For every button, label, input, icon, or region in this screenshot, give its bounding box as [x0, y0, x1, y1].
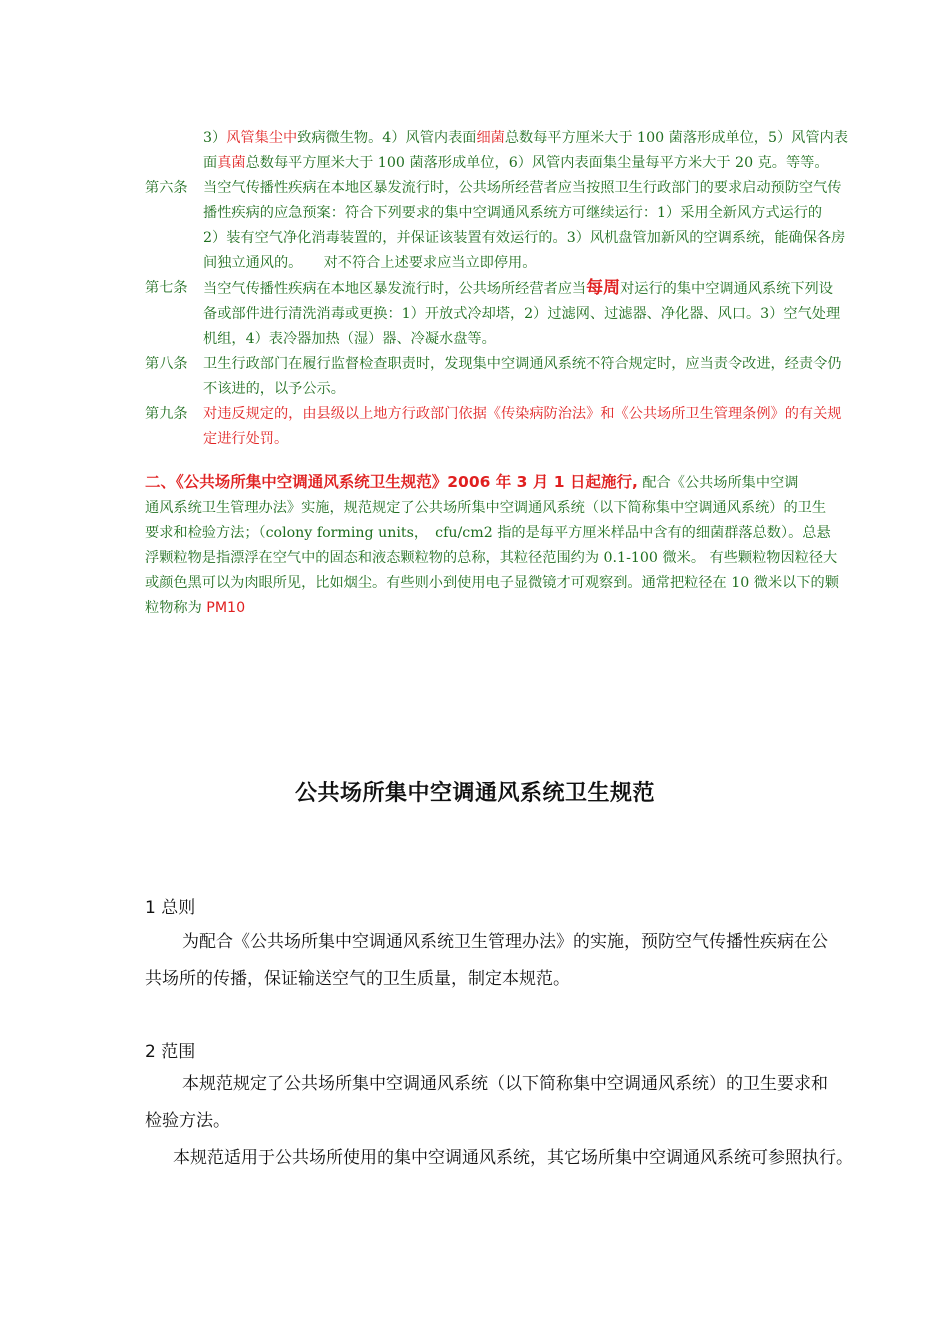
section-2-line: [145, 470, 925, 496]
article-line: 备或部件进行清洗消毒或更换：1）开放式冷却塔，2）过滤网、过滤器、净化器、风口。3）空气处理: [203, 306, 841, 322]
text-run: 致病微生物。4）风管内表面: [297, 130, 477, 146]
article-line: 定进行处罚。: [203, 431, 289, 447]
general-paragraph: [145, 924, 935, 998]
text-run: 3）: [203, 130, 227, 146]
article-body: [203, 276, 925, 352]
section-2-line: [145, 596, 925, 621]
text-run: 总数每平方厘米大于 100 菌落形成单位，5）风管内表: [504, 130, 848, 146]
article-line: 当空气传播性疾病在本地区暴发流行时，公共场所经营者应当按照卫生行政部门的要求启动预防空气传: [203, 180, 842, 196]
item5-line2: [203, 151, 925, 176]
document-title: 公共场所集中空调通风系统卫生规范: [294, 781, 655, 806]
highlight-text: 细菌: [476, 130, 505, 146]
paragraph-line: 为配合《公共场所集中空调通风系统卫生管理办法》的实施，预防空气传播性疾病在公: [182, 932, 828, 952]
article-line: 2）装有空气净化消毒装置的，并保证该装置有效运行的。3）风机盘管加新风的空调系统，能确保各房: [203, 230, 846, 246]
highlight-text: PM10: [206, 600, 246, 616]
article-line: 不该进的，以予公示。: [203, 381, 345, 397]
item5-line1: [203, 126, 925, 151]
article-number: 第六条: [145, 180, 188, 196]
text-run: 配合《公共场所集中空调: [642, 475, 799, 491]
paragraph-line: 本规范适用于公共场所使用的集中空调通风系统，其它场所集中空调通风系统可参照执行。: [173, 1148, 853, 1168]
section-2-line: 通风系统卫生管理办法》实施，规范规定了公共场所集中空调通风系统（以下简称集中空调通风系统）的卫生: [145, 500, 827, 516]
article-6: [145, 176, 925, 276]
section-2-heading: 二、《公共场所集中空调通风系统卫生规范》2006 年 3 月 1 日起施行,: [145, 473, 638, 491]
article-line: 间独立通风的。 对不符合上述要求应当立即停用。: [203, 255, 537, 271]
section-2-line: 或颜色黑可以为肉眼所见，比如烟尘。有些则小到使用电子显微镜才可观察到。通常把粒径在 10 微米以下的颗: [145, 575, 839, 591]
section-2-line: 要求和检验方法；（colony forming units， cfu/cm2 指的是每平方厘米样品中含有的细菌群落总数）。总悬: [145, 525, 831, 541]
article-9: [145, 402, 925, 452]
text-run: 当空气传播性疾病在本地区暴发流行时，公共场所经营者应当: [203, 281, 587, 297]
highlight-text: 每周: [586, 278, 621, 298]
paragraph-line: 检验方法。: [145, 1111, 230, 1131]
article-number: 第七条: [145, 280, 188, 296]
text-run: 总数每平方厘米大于 100 菌落形成单位，6）风管内表面集尘量每平方米大于 20 克。等等。: [245, 155, 829, 171]
article-7: [145, 276, 925, 352]
highlight-text: 真菌: [217, 155, 246, 171]
article-number: 第八条: [145, 356, 188, 372]
article-line: 机组，4）表冷器加热（湿）器、冷凝水盘等。: [203, 331, 496, 347]
paragraph-line: 本规范规定了公共场所集中空调通风系统（以下简称集中空调通风系统）的卫生要求和: [182, 1074, 828, 1094]
scope-paragraph: [145, 1066, 935, 1177]
article-number: 第九条: [145, 406, 188, 422]
text-run: 对运行的集中空调通风系统下列设: [620, 281, 833, 297]
article-line: [203, 276, 925, 302]
text-run: 粒物称为: [145, 600, 207, 616]
section-2-line: 浮颗粒物是指漂浮在空气中的固态和液态颗粒物的总称，其粒径范围约为 0.1-100 微米。 有些颗粒物因粒径大: [145, 550, 838, 566]
section-heading-scope: 2 范围: [145, 1042, 196, 1062]
article-list: [145, 126, 925, 452]
article-line: 卫生行政部门在履行监督检查职责时，发现集中空调通风系统不符合规定时，应当责令改进，经责令仍: [203, 356, 842, 372]
paragraph-line: 共场所的传播，保证输送空气的卫生质量，制定本规范。: [145, 969, 570, 989]
article-8: [145, 352, 925, 402]
article-line: 对违反规定的，由县级以上地方行政部门依据《传染病防治法》和《公共场所卫生管理条例》的有关规: [203, 406, 842, 422]
section-heading-general: 1 总则: [145, 898, 196, 918]
text-run: 面: [203, 155, 218, 171]
article-body: [203, 352, 925, 402]
article-body: [203, 176, 925, 276]
highlight-text: 风管集尘中: [226, 130, 298, 146]
section-2: [145, 470, 925, 621]
item5-continuation: [145, 126, 925, 176]
article-body: [203, 402, 925, 452]
article-line: 播性疾病的应急预案：符合下列要求的集中空调通风系统方可继续运行：1）采用全新风方式运行的: [203, 205, 823, 221]
